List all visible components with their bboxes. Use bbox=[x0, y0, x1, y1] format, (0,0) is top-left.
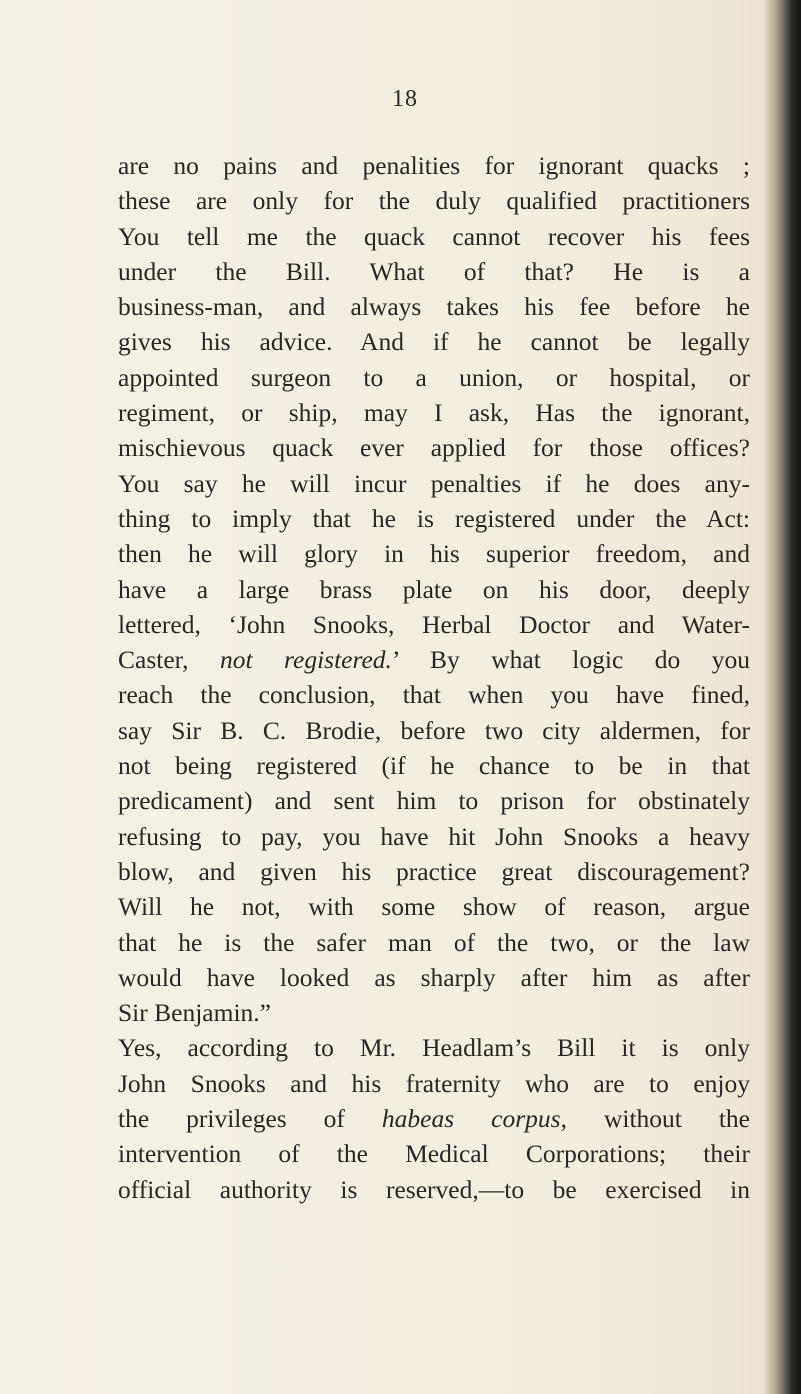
italic-phrase: not registered. bbox=[219, 645, 392, 675]
text-line: then he will glory in his superior freedom, and bbox=[118, 539, 750, 569]
text-line: say Sir B. C. Brodie, before two city aldermen, for bbox=[118, 715, 750, 745]
text-line: reach the conclusion, that when you have fined, bbox=[118, 680, 750, 710]
body-text bbox=[118, 148, 750, 1207]
text-line: gives his advice. And if he cannot be legally bbox=[118, 327, 750, 357]
text-line: You say he will incur penalties if he does any- bbox=[118, 468, 750, 498]
text-fragment: ’ By what logic do you bbox=[391, 645, 751, 675]
text-line: blow, and given his practice great discouragement? bbox=[118, 856, 750, 886]
text-fragment: the privileges of bbox=[118, 1104, 382, 1134]
text-line: intervention of the Medical Corporations; their bbox=[118, 1139, 750, 1169]
italic-phrase: habeas corpus bbox=[381, 1104, 561, 1134]
text-fragment: Caster, bbox=[118, 645, 220, 675]
text-line: regiment, or ship, may I ask, Has the ignorant, bbox=[118, 398, 750, 428]
text-line-paragraph-start: Yes, according to Mr. Headlam’s Bill it is only bbox=[118, 1033, 750, 1063]
text-line: have a large brass plate on his door, deeply bbox=[118, 574, 750, 604]
text-line: under the Bill. What of that? He is a bbox=[118, 256, 750, 286]
text-line: these are only for the duly qualified practitioners bbox=[118, 186, 750, 216]
text-line: are no pains and penalities for ignorant quacks ; bbox=[118, 151, 750, 180]
text-line-with-italic bbox=[118, 1101, 750, 1136]
text-line: not being registered (if he chance to be in that bbox=[118, 751, 750, 781]
text-line: official authority is reserved,—to be exercised in bbox=[118, 1174, 750, 1204]
text-line: lettered, ‘John Snooks, Herbal Doctor and Water- bbox=[118, 609, 750, 639]
text-line: Will he not, with some show of reason, argue bbox=[118, 892, 750, 922]
text-line: predicament) and sent him to prison for obstinately bbox=[118, 786, 750, 816]
text-line: appointed surgeon to a union, or hospital, or bbox=[118, 362, 750, 392]
text-line: mischievous quack ever applied for those offices? bbox=[118, 433, 750, 463]
page-number: 18 bbox=[392, 86, 418, 112]
text-line: thing to imply that he is registered under the Act: bbox=[118, 503, 750, 533]
text-fragment: , without the bbox=[560, 1104, 750, 1134]
text-line: that he is the safer man of the two, or the law bbox=[118, 927, 750, 957]
text-line: John Snooks and his fraternity who are to enjoy bbox=[118, 1068, 750, 1098]
text-line-paragraph-end: Sir Benjamin.” bbox=[118, 998, 271, 1028]
binding-edge-shadow bbox=[763, 0, 801, 1394]
text-line: refusing to pay, you have hit John Snooks a heavy bbox=[118, 821, 750, 851]
text-line: You tell me the quack cannot recover his fees bbox=[118, 221, 750, 251]
text-line: business-man, and always takes his fee before he bbox=[118, 292, 750, 322]
text-line: would have looked as sharply after him as after bbox=[118, 962, 750, 992]
text-line-with-italic bbox=[118, 642, 750, 677]
